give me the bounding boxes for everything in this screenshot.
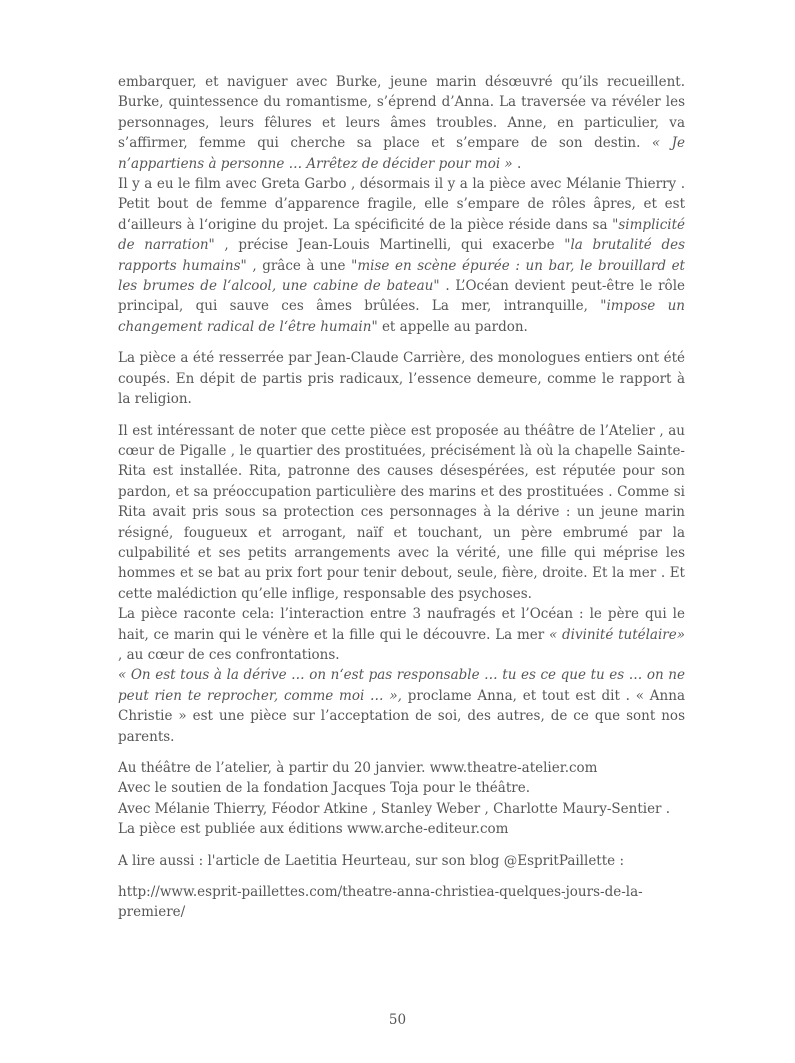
- text-segment: La pièce a été resserrée par Jean-Claude Carrière, des monologues entiers ont été coupés. En dépit de partis pris radicaux, l’essence demeure, comme le rapport à la religion.: [118, 350, 685, 408]
- article-text: [118, 72, 685, 923]
- text-segment: proclame Anna, et tout est dit . « Anna Christie » est une pièce sur l’acceptation de soi, des autres, de ce que sont nos parents.: [118, 687, 685, 745]
- text-segment: .: [512, 155, 522, 172]
- line-a-lire-aussi: [118, 851, 685, 871]
- text-segment: Avec le soutien de la fondation Jacques Toja pour le théâtre.: [118, 780, 530, 797]
- paragraph-citation-anna: [118, 665, 685, 747]
- text-segment: La pièce est publiée aux éditions www.arche-editeur.com: [118, 821, 509, 838]
- text-segment: A lire aussi : l'article de Laetitia Heurteau, sur son blog @EspritPaillette :: [118, 852, 624, 869]
- text-segment: , au cœur de ces confrontations.: [118, 646, 340, 663]
- italic-quote-segment: "la brutalité des rapports humains": [118, 237, 685, 274]
- page-number: 50: [388, 1012, 407, 1028]
- text-segment: , grâce à une: [246, 257, 352, 274]
- paragraph-adaptation: [118, 348, 685, 409]
- italic-quote-segment: « On est tous à la dérive … on n‘est pas responsable … tu es ce que tu es … on ne peut rien te reprocher, comme moi … »,: [118, 667, 685, 704]
- line-infos-theatre: [118, 758, 685, 778]
- italic-quote-segment: "mise en scène épurée : un bar, le brouillard et les brumes de l‘alcool, une cabine de bateau": [118, 257, 685, 295]
- text-segment: http://www.esprit-paillettes.com/theatre-anna-christiea-quelques-jours-de-la-premiere/: [118, 884, 643, 921]
- text-segment: , précise Jean-Louis Martinelli, qui exacerbe: [214, 237, 565, 254]
- line-distribution: [118, 799, 685, 819]
- italic-quote-segment: « divinité tutélaire»: [548, 626, 685, 643]
- text-segment: embarquer, et naviguer avec Burke, jeune marin désœuvré qu’ils recueillent. Burke, quintessence du romantisme, s’éprend d’Anna. La traversée va révéler les personnages, leurs fêlures et leurs âmes troubles. Anne, en particulier, va s’affirmer, femme qui cherche sa place et s’empare de son destin.: [118, 74, 685, 152]
- text-segment: La pièce raconte cela: l’interaction entre 3 naufragés et l’Océan : le père qui le hait, ce marin qui le vénère et la fille qui le découvre. La mer: [118, 606, 685, 643]
- text-segment: . L’Océan devient peut-être le rôle principal, qui sauve ces âmes brûlées. La mer, intranquille,: [118, 278, 685, 315]
- text-segment: Avec Mélanie Thierry, Féodor Atkine , Stanley Weber , Charlotte Maury-Sentier .: [118, 800, 671, 817]
- paragraph-synopsis: [118, 72, 685, 174]
- line-article-url: [118, 882, 685, 923]
- text-segment: Au théâtre de l’atelier, à partir du 20 janvier. www.theatre-atelier.com: [118, 760, 598, 776]
- line-editions: [118, 819, 685, 839]
- italic-quote-segment: « Je n’appartiens à personne … Arrêtez de décider pour moi »: [118, 135, 685, 172]
- text-segment: Il est intéressant de noter que cette pièce est proposée au théâtre de l’Atelier , au cœur de Pigalle , le quartier des prostituées, précisément là où la chapelle Sainte-Rita est installée. Rita, patronne des causes désespérées, est réputée pour son pardon, et sa préoccupation particulière des marins et des prostituées . Comme si Rita avait pris sous sa protection ces personnages à la dérive : un jeune marin résigné, fougueux et arrogant, naïf et touchant, un père embrumé par la culpabilité et ses petits arrangements avec la vérité, une fille qui méprise les hommes et se bat au prix fort pour tenir debout, seule, fière, droite. Et la mer . Et cette malédiction qu’elle inflige, responsable des psychoses.: [118, 422, 685, 602]
- line-soutien-fondation: [118, 778, 685, 798]
- italic-quote-segment: "impose un changement radical de l‘être humain": [118, 298, 685, 335]
- paragraph-naufrages: [118, 604, 685, 665]
- paragraph-film-et-piece: [118, 174, 685, 337]
- text-segment: et appelle au pardon.: [377, 318, 528, 335]
- italic-quote-segment: "simplicité de narration": [118, 216, 685, 254]
- text-segment: Il y a eu le film avec Greta Garbo , désormais il y a la pièce avec Mélanie Thierry . Petit bout de femme d’apparence fragile, elle s’empare de rôles âpres, et est d‘ailleurs à l‘origine du projet. La spécificité de la pièce réside dans sa: [118, 176, 685, 233]
- paragraph-theatre-atelier: [118, 421, 685, 605]
